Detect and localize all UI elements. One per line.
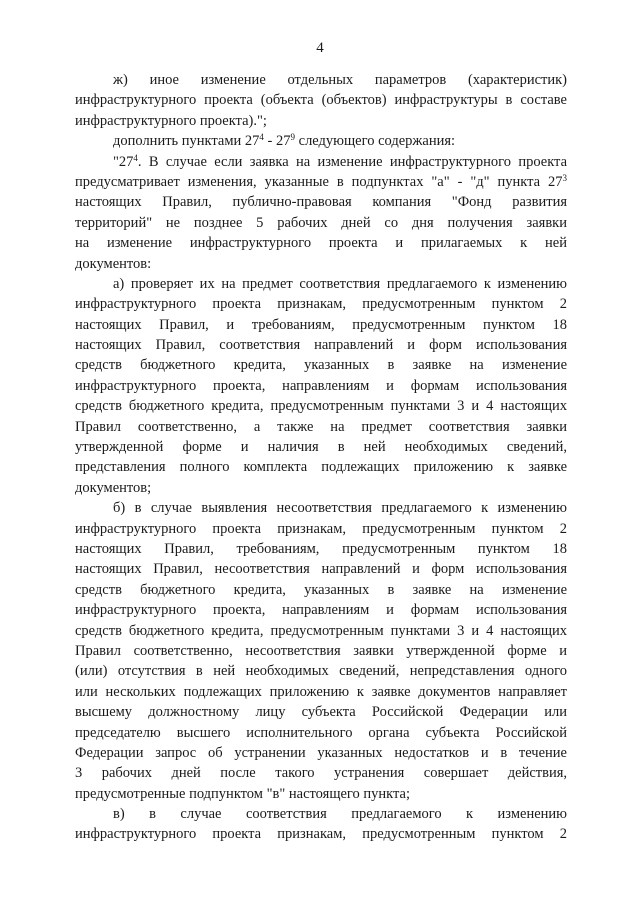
text-line: инфраструктурного проекта)."; [75,112,267,129]
text-line: председателю высшего исполнительного органа субъекта Российской [75,724,567,741]
text-line: инфраструктурного проекта, направлениям и формам использования [75,602,567,619]
text-line: настоящих Правил, и требованиям, предусмотренным пунктом 18 [75,316,567,333]
text-line: предусматривает изменения, указанные в подпунктах "а" - "д" пункта $27^3$ [75,172,567,190]
document-body [75,70,567,845]
text-line: "$27^4$. В случае если заявка на изменение инфраструктурного проекта [113,152,567,170]
text-line: в) в случае соответствия предлагаемого к изменению [113,806,567,823]
text-line: Правил соответственно, несоответствия заявки утвержденной форме и [75,642,567,659]
text-line: дополнить пунктами $27^4 - 27^9$ следующего содержания: [113,132,456,150]
text-line: на изменение инфраструктурного проекта и прилагаемых к ней [75,235,567,252]
text-line: средств бюджетного кредита, предусмотренным пунктами 3 и 4 настоящих [75,622,567,639]
text-line: настоящих Правил, соответствия направлений и форм использования [75,337,567,354]
text-line: Федерации запрос об устранении указанных недостатков и в течение [75,744,567,761]
text-line: документов: [75,255,152,272]
text-line: или нескольких подлежащих приложению к заявке документов направляет [75,683,567,700]
text-line: настоящих Правил, публично-правовая компания "Фонд развития [75,194,567,211]
text-line: средств бюджетного кредита, указанных в заявке на изменение [75,581,567,598]
text-line: предусмотренные подпунктом "в" настоящего пункта; [75,785,410,802]
text-line: высшему должностному лицу субъекта Российской Федерации или [75,704,567,721]
text-line: средств бюджетного кредита, указанных в заявке на изменение [75,357,567,374]
text-line: настоящих Правил, требованиям, предусмотренным пунктом 18 [75,540,567,557]
text-line: инфраструктурного проекта (объекта (объектов) инфраструктуры в составе [75,92,567,109]
text-line: территорий" не позднее 5 рабочих дней со дня получения заявки [75,214,567,231]
text-line: документов; [75,479,152,496]
text-line: б) в случае выявления несоответствия предлагаемого к изменению [113,500,567,517]
text-line: ж) иное изменение отдельных параметров (характеристик) [113,72,567,88]
text-line: инфраструктурного проекта признакам, предусмотренным пунктом 2 [75,826,567,843]
text-line: 3 рабочих дней после такого устранения совершает действия, [75,765,567,782]
text-line: средств бюджетного кредита, предусмотренным пунктами 3 и 4 настоящих [75,398,567,415]
text-line: настоящих Правил, несоответствия направлений и форм использования [75,561,567,578]
text-line: Правил соответственно, а также на предмет соответствия заявки [75,418,567,435]
text-line: представления полного комплекта подлежащих приложению к заявке [75,459,567,476]
text-line: инфраструктурного проекта, направлениям и формам использования [75,377,567,394]
text-line: инфраструктурного проекта признакам, предусмотренным пунктом 2 [75,296,567,313]
text-line: утвержденной форме и наличия в ней необходимых сведений, [75,439,567,456]
page-number: 4 [316,40,324,56]
text-line: инфраструктурного проекта признакам, предусмотренным пунктом 2 [75,520,567,537]
text-line: а) проверяет их на предмет соответствия предлагаемого к изменению [113,275,567,292]
text-line: (или) отсутствия в ней необходимых сведений, непредставления одного [75,663,567,680]
